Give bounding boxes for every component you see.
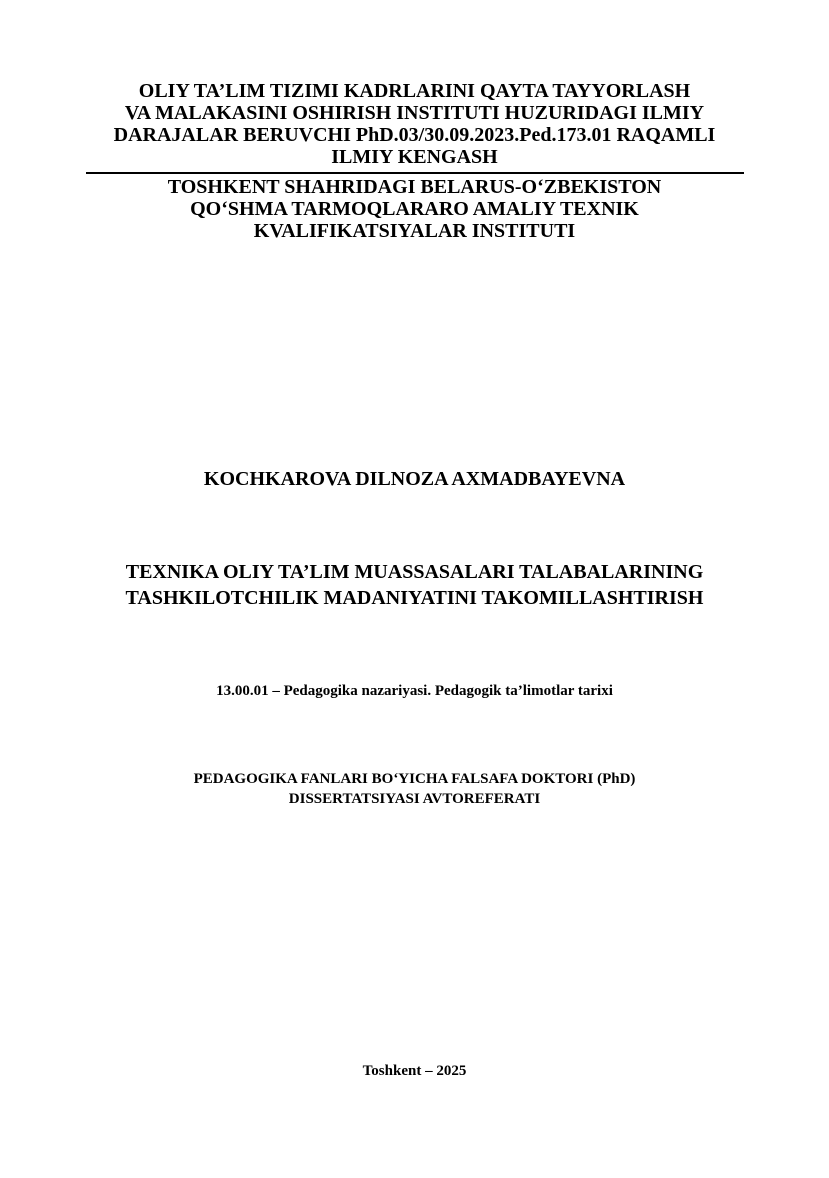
institute-line: QO‘SHMA TARMOQLARARO AMALIY TEXNIK [190,198,639,220]
council-line: ILMIY KENGASH [331,146,498,168]
degree-line: PEDAGOGIKA FANLARI BO‘YICHA FALSAFA DOKTORI (PhD) [193,771,636,787]
institute-line: KVALIFIKATSIYALAR INSTITUTI [253,220,576,242]
degree-statement [0,769,829,809]
header-divider [86,172,744,174]
title-line: TASHKILOTCHILIK MADANIYATINI TAKOMILLASHTIRISH [125,587,704,609]
council-line: OLIY TA’LIM TIZIMI KADRLARINI QAYTA TAYYORLASH [138,80,691,102]
specialty-code: 13.00.01 – Pedagogika nazariyasi. Pedagogik ta’limotlar tarixi [216,683,613,699]
institute-heading [0,176,829,242]
council-line: VA MALAKASINI OSHIRISH INSTITUTI HUZURIDAGI ILMIY [124,102,705,124]
place-and-year: Toshkent – 2025 [362,1063,467,1079]
institute-line: TOSHKENT SHAHRIDAGI BELARUS-O‘ZBEKISTON [167,176,662,198]
title-line: TEXNIKA OLIY TA’LIM MUASSASALARI TALABALARINING [125,561,704,583]
degree-line: DISSERTATSIYASI AVTOREFERATI [288,791,541,807]
council-line: DARAJALAR BERUVCHI PhD.03/30.09.2023.Ped.173.01 RAQAMLI [113,124,716,146]
author-name: KOCHKAROVA DILNOZA AXMADBAYEVNA [203,468,626,490]
dissertation-title [0,559,829,611]
council-heading [0,80,829,168]
